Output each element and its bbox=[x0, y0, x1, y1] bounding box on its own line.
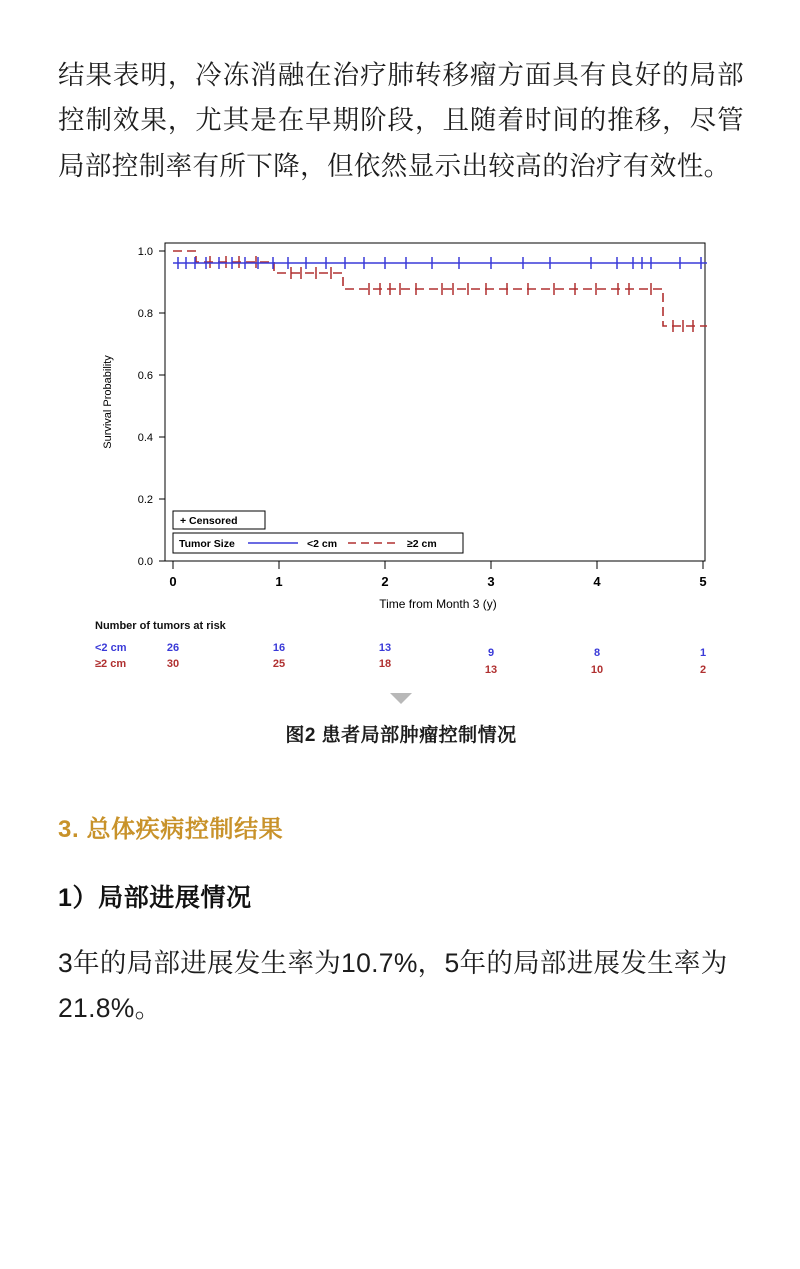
ytick-1: 1.0 bbox=[137, 246, 153, 259]
risk-value-ge2cm-5: 2 bbox=[699, 664, 707, 677]
censored-legend-label: + Censored bbox=[180, 515, 238, 528]
xtick-5: 5 bbox=[699, 574, 707, 590]
risk-value-ge2cm-4: 10 bbox=[590, 664, 604, 677]
legend-entry-ge2cm: ≥2 cm bbox=[407, 538, 437, 551]
risk-value-ge2cm-1: 25 bbox=[272, 658, 286, 671]
risk-table-title: Number of tumors at risk bbox=[95, 620, 226, 633]
risk-table bbox=[95, 620, 706, 676]
censored-legend bbox=[173, 511, 265, 529]
xtick-3: 3 bbox=[487, 574, 495, 590]
ytick-06: 0.6 bbox=[137, 370, 153, 383]
risk-value-lt2cm-2: 13 bbox=[378, 642, 392, 655]
risk-row-lt2cm bbox=[95, 642, 706, 659]
risk-row-ge2cm bbox=[95, 658, 706, 676]
chart-svg bbox=[73, 233, 729, 683]
risk-value-ge2cm-0: 30 bbox=[166, 658, 180, 671]
risk-value-lt2cm-1: 16 bbox=[272, 642, 286, 655]
xtick-2: 2 bbox=[381, 574, 389, 590]
ytick-00: 0.0 bbox=[137, 556, 153, 569]
risk-row-label-lt2cm: <2 cm bbox=[95, 642, 127, 655]
kaplan-meier-chart bbox=[73, 233, 729, 683]
risk-row-label-ge2cm: ≥2 cm bbox=[95, 658, 127, 671]
risk-value-ge2cm-2: 18 bbox=[378, 658, 392, 671]
figure-block bbox=[58, 233, 744, 747]
legend-entry-lt2cm: <2 cm bbox=[307, 538, 338, 551]
collapse-arrow-icon bbox=[390, 693, 412, 704]
figure-caption: 图2 患者局部肿瘤控制情况 bbox=[285, 725, 517, 747]
ytick-02: 0.2 bbox=[137, 494, 153, 507]
xtick-0: 0 bbox=[169, 574, 177, 590]
xtick-1: 1 bbox=[275, 574, 283, 590]
intro-paragraph: 结果表明，冷冻消融在治疗肺转移瘤方面具有良好的局部控制效果，尤其是在早期阶段，且随着时间的推移，尽管局部控制率有所下降，但依然显示出较高的治疗有效性。 bbox=[58, 59, 744, 181]
section-title: 3. 总体疾病控制结果 bbox=[58, 816, 284, 844]
risk-value-ge2cm-3: 13 bbox=[484, 664, 498, 677]
risk-value-lt2cm-4: 8 bbox=[593, 647, 601, 660]
tumor-size-legend bbox=[173, 533, 463, 553]
risk-value-lt2cm-3: 9 bbox=[487, 647, 495, 660]
x-axis-label: Time from Month 3 (y) bbox=[379, 597, 497, 612]
tail-paragraph: 3年的局部进展发生率为10.7%，5年的局部进展发生率为21.8%。 bbox=[58, 947, 728, 1024]
ytick-04: 0.4 bbox=[137, 432, 153, 445]
y-axis-label: Survival Probability bbox=[102, 355, 114, 450]
risk-value-lt2cm-5: 1 bbox=[699, 647, 707, 660]
legend-title: Tumor Size bbox=[179, 538, 235, 551]
risk-value-lt2cm-0: 26 bbox=[166, 642, 180, 655]
subsection-title: 1）局部进展情况 bbox=[58, 884, 252, 913]
ytick-08: 0.8 bbox=[137, 308, 153, 321]
xtick-4: 4 bbox=[593, 574, 601, 590]
